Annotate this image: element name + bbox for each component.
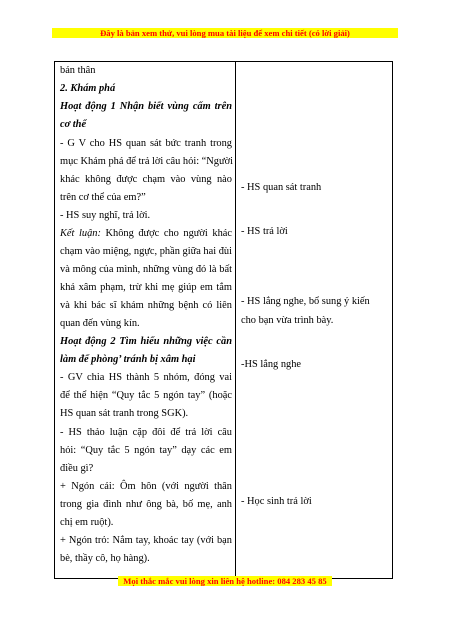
text-line: hỏi: “Quy tắc 5 ngón tay” dạy các em [60, 445, 232, 456]
text-line: - HS suy nghĩ, trả lời. [60, 210, 151, 221]
student-response: -HS lắng nghe [241, 359, 302, 370]
text-line: quan đến vùng kín. [60, 318, 140, 329]
conclusion-text: Không được cho người khác [100, 228, 232, 239]
student-response: - HS quan sát tranh [241, 182, 322, 193]
text-line: khác không được chạm vào vùng nào [60, 174, 232, 185]
text-line: bè, thầy cô, họ hàng). [60, 553, 150, 564]
activity-heading-cont: cơ thể [60, 119, 87, 130]
activity-heading: Hoạt động 1 Nhận biết vùng cấm trên [60, 101, 232, 112]
text-line: chạm vào miệng, ngực, phần giữa hai đùi [60, 246, 232, 257]
text-line: chị em ruột). [60, 517, 114, 528]
student-response: cho bạn vừa trình bày. [241, 315, 334, 326]
text-line: HS quan sát tranh trong SGK). [60, 408, 189, 419]
conclusion-label: Kết luận: [60, 228, 101, 239]
text-line: mục Khám phá để trả lời câu hỏi: “Người [60, 156, 234, 167]
text-line: - G V cho HS quan sát bức tranh trong [60, 138, 232, 149]
text-line: - HS thảo luận cặp đôi để trả lời câu [60, 427, 232, 438]
text-line: bản thân [60, 65, 96, 76]
text-line: để thể hiện “Quy tắc 5 ngón tay” (hoặc [60, 390, 232, 401]
text-line: và mông của mình, những vùng đó là bất [60, 264, 232, 275]
activity-heading: Hoạt động 2 Tìm hiểu những việc cần [60, 336, 232, 347]
text-line: điều gì? [60, 463, 94, 474]
text-line: khả xâm phạm, trừ khi mẹ giúp em tắm [60, 282, 232, 293]
text-line: trong gia đình như ông bà, bố mẹ, anh [60, 499, 232, 510]
student-response: - HS lắng nghe, bổ sung ý kiến [241, 296, 370, 307]
text-line: và khi bác sĩ khám những bệnh có liên [60, 300, 232, 311]
text-line: trên cơ thể của em?” [60, 192, 146, 203]
activity-heading-cont: làm để phòng’ tránh bị xâm hại [60, 354, 196, 365]
teacher-activity-cell [55, 62, 236, 579]
text-line: - GV chia HS thành 5 nhóm, đóng vai [60, 372, 232, 383]
student-response: - HS trả lời [241, 226, 288, 237]
text-line: + Ngón trỏ: Nắm tay, khoác tay (với bạn [60, 535, 232, 546]
student-activity-cell [236, 62, 393, 579]
section-heading: 2. Khám phá [60, 83, 116, 94]
lesson-table [54, 61, 393, 579]
preview-banner: Đây là bản xem thử, vui lòng mua tài liệu để xem chi tiết (có lời giải) [52, 28, 398, 38]
student-response: - Học sinh trả lời [241, 496, 312, 507]
conclusion-line [60, 228, 232, 240]
hotline-banner: Mọi thắc mắc vui lòng xin liên hệ hotline: 084 283 45 85 [118, 576, 332, 586]
text-line: + Ngón cái: Ôm hôn (với người thân [60, 481, 232, 492]
